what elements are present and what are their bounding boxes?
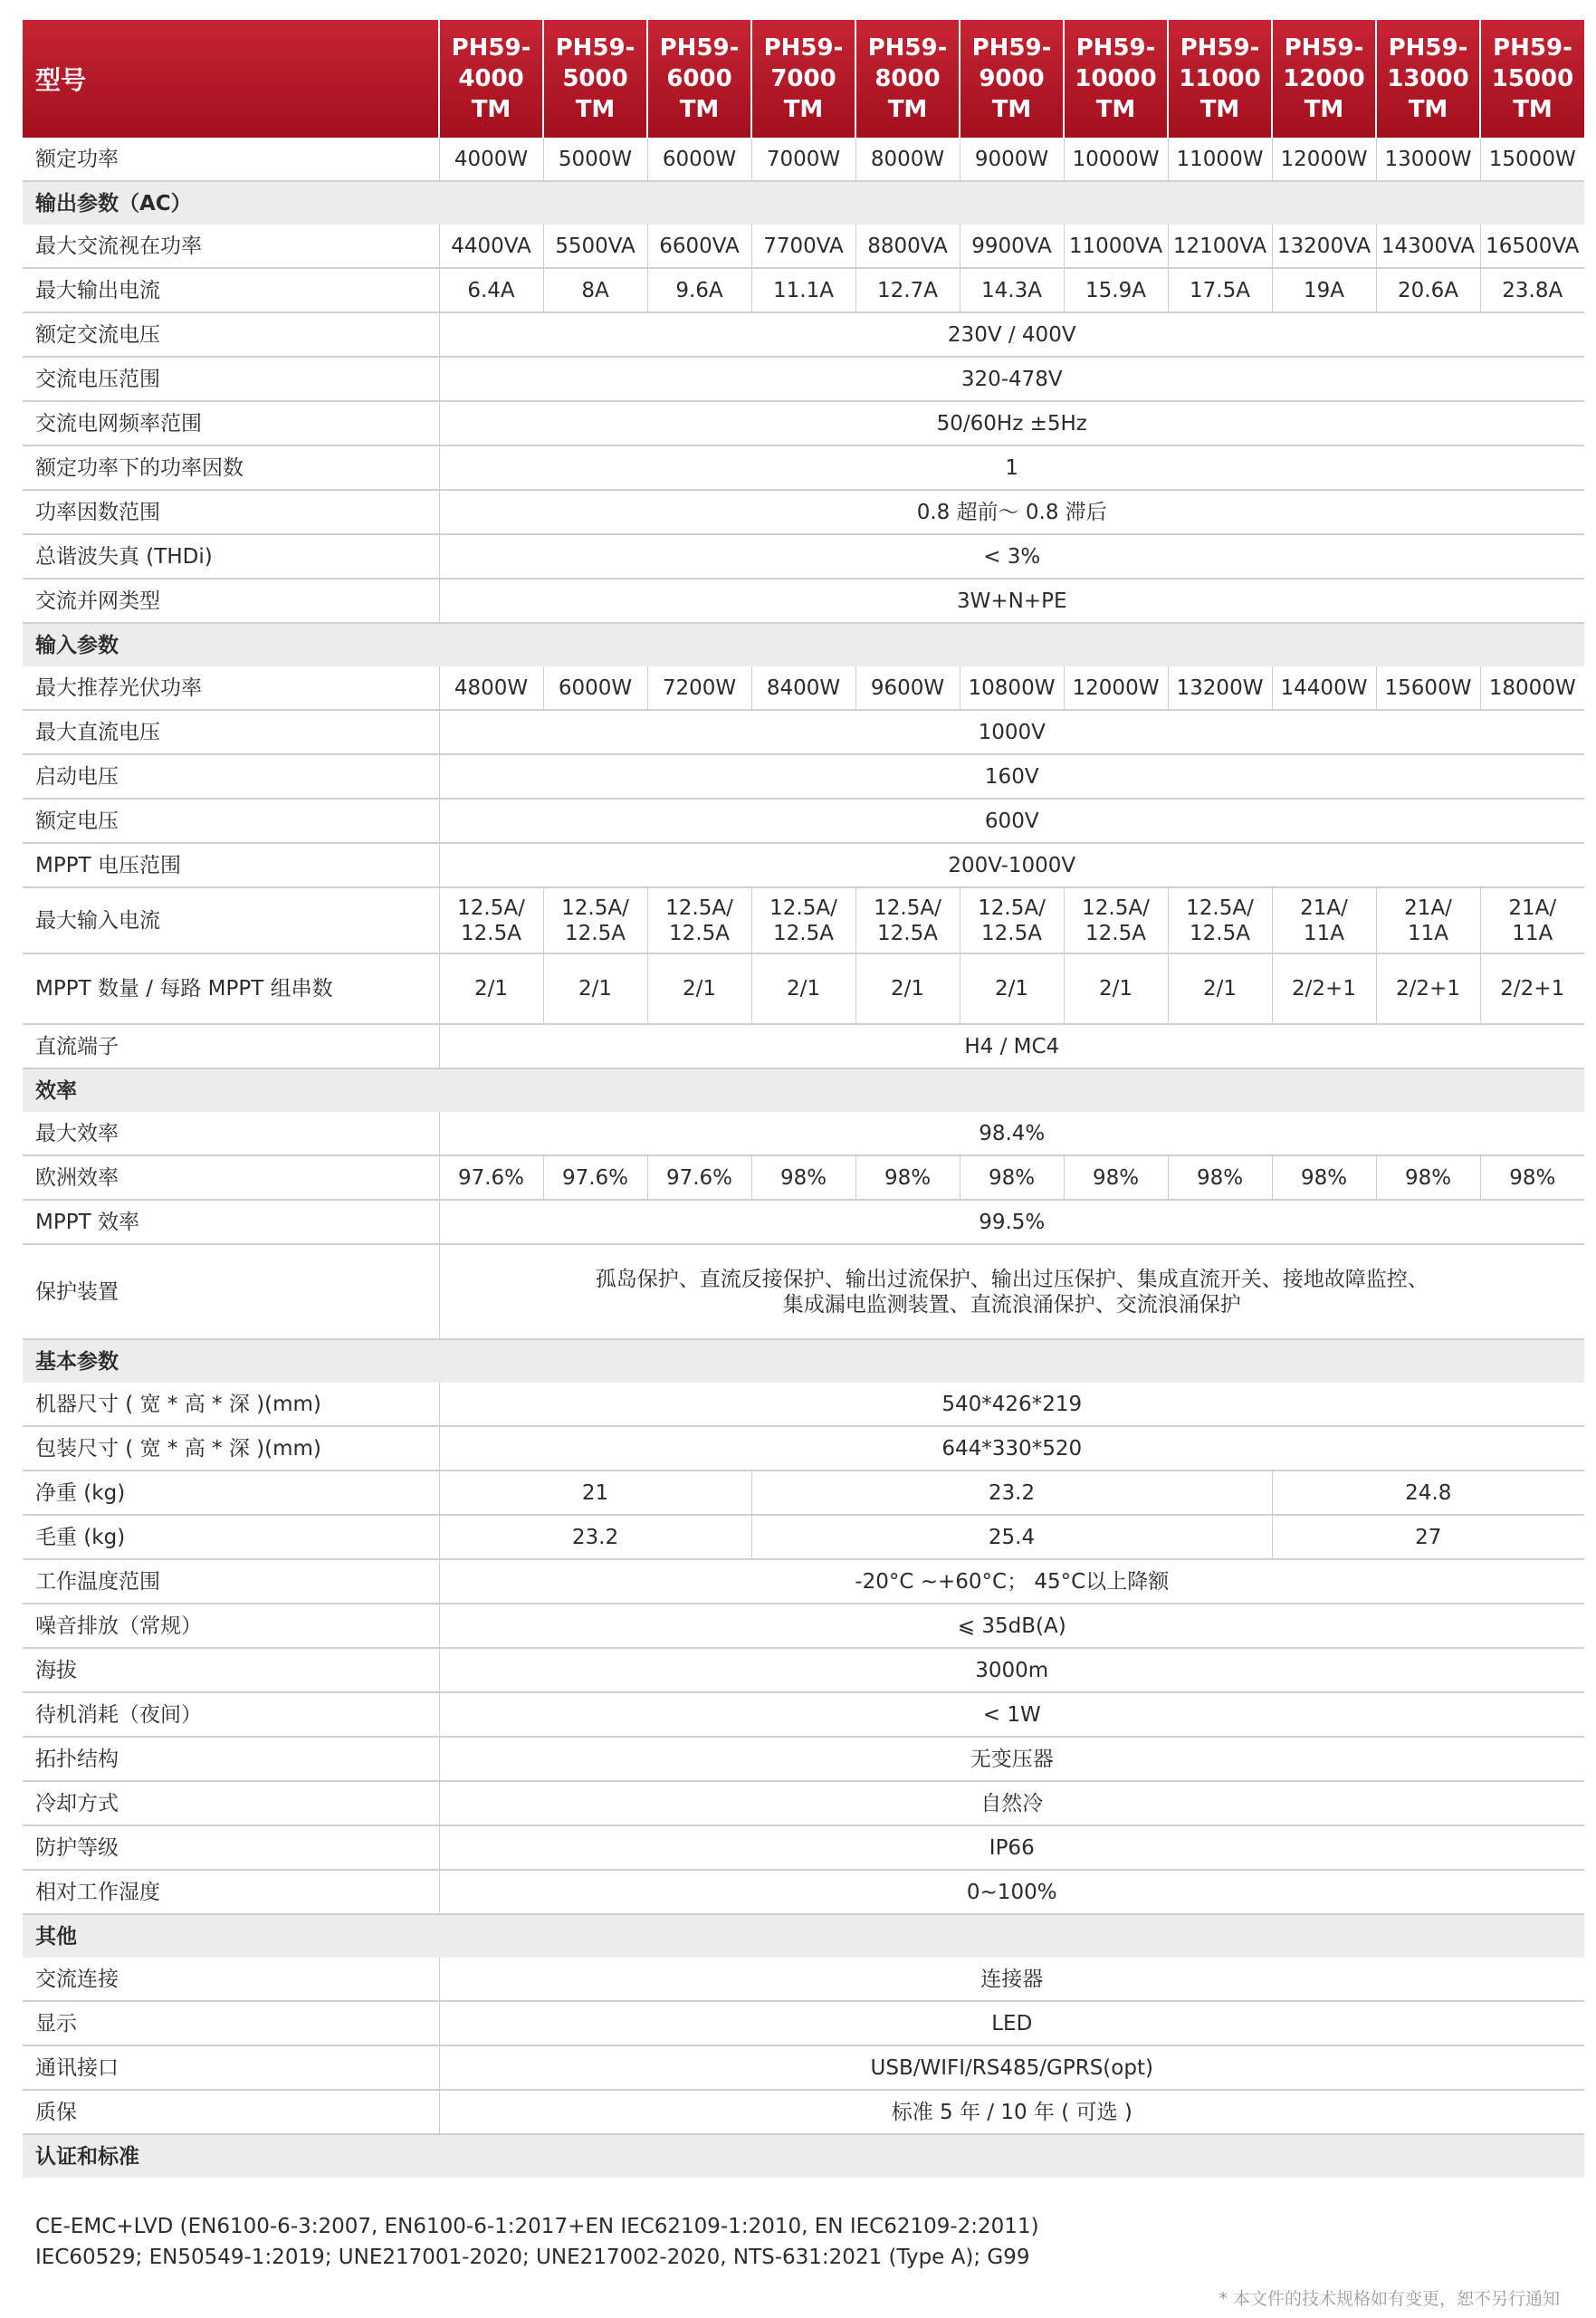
- model-name-part: TM: [887, 96, 928, 123]
- spec-label: MPPT 效率: [23, 1200, 439, 1244]
- spec-label: 功率因数范围: [23, 490, 439, 534]
- spec-value: 230V / 400V: [439, 312, 1584, 357]
- spec-row: [23, 666, 1584, 710]
- model-name-part: 15000: [1491, 65, 1574, 92]
- model-name-part: TM: [1513, 96, 1553, 123]
- spec-value: 6600VA: [647, 225, 751, 268]
- spec-label: MPPT 数量 / 每路 MPPT 组串数: [23, 953, 439, 1024]
- spec-row: [23, 1781, 1584, 1825]
- spec-row: [23, 799, 1584, 843]
- spec-label: 交流电网频率范围: [23, 401, 439, 445]
- model-name-part: PH59-: [1284, 34, 1364, 62]
- spec-label: 最大直流电压: [23, 710, 439, 754]
- section-header-row: [23, 1068, 1584, 1112]
- model-header: [855, 20, 960, 138]
- spec-label: 通讯接口: [23, 2045, 439, 2090]
- spec-value: ⩽ 35dB(A): [439, 1604, 1584, 1648]
- spec-row: [23, 1470, 1584, 1515]
- spec-value: 9600W: [855, 666, 960, 710]
- model-name-part: 9000: [979, 65, 1045, 92]
- spec-value: 27: [1272, 1515, 1584, 1559]
- spec-value: USB/WIFI/RS485/GPRS(opt): [439, 2045, 1584, 2090]
- spec-value: 12.5A/ 12.5A: [855, 887, 960, 953]
- spec-value: H4 / MC4: [439, 1024, 1584, 1068]
- model-header: [543, 20, 647, 138]
- spec-row: [23, 1870, 1584, 1914]
- model-name-part: 8000: [874, 65, 941, 92]
- spec-row: [23, 268, 1584, 312]
- spec-row: [23, 1958, 1584, 2001]
- spec-row: [23, 579, 1584, 623]
- model-name-part: TM: [1408, 96, 1448, 123]
- model-name-part: PH59-: [1180, 34, 1260, 62]
- model-header: [751, 20, 855, 138]
- spec-row: [23, 534, 1584, 579]
- spec-value: 540*426*219: [439, 1383, 1584, 1426]
- spec-row: [23, 1112, 1584, 1155]
- spec-value: 12.5A/ 12.5A: [1168, 887, 1272, 953]
- spec-label: 海拔: [23, 1648, 439, 1692]
- spec-value: 8400W: [751, 666, 855, 710]
- footnote: * 本文件的技术规格如有变更，恕不另行通知: [1219, 2289, 1560, 2309]
- spec-label: 额定电压: [23, 799, 439, 843]
- spec-label: 最大效率: [23, 1112, 439, 1155]
- spec-value: 23.2: [751, 1470, 1272, 1515]
- spec-row: [23, 1155, 1584, 1200]
- spec-value: 2/2+1: [1272, 953, 1376, 1024]
- spec-label: 保护装置: [23, 1244, 439, 1339]
- spec-value: 9000W: [960, 138, 1064, 181]
- spec-value: 0.8 超前～ 0.8 滞后: [439, 490, 1584, 534]
- section-header-row: [23, 1339, 1584, 1383]
- spec-value: 98.4%: [439, 1112, 1584, 1155]
- section-title: 输出参数（AC）: [23, 181, 1584, 225]
- spec-value: 10800W: [960, 666, 1064, 710]
- spec-row: [23, 887, 1584, 953]
- spec-label: 机器尺寸 ( 宽 * 高 * 深 )(mm): [23, 1383, 439, 1426]
- model-name-part: PH59-: [1075, 34, 1156, 62]
- table-body: [23, 138, 1584, 2178]
- model-name-part: PH59-: [659, 34, 740, 62]
- spec-value: 2/2+1: [1480, 953, 1584, 1024]
- spec-value: 11.1A: [751, 268, 855, 312]
- spec-label: 交流电压范围: [23, 357, 439, 401]
- spec-value: 600V: [439, 799, 1584, 843]
- spec-value: 8A: [543, 268, 647, 312]
- spec-value: 6000W: [647, 138, 751, 181]
- spec-value: 21A/ 11A: [1272, 887, 1376, 953]
- spec-value: 98%: [1064, 1155, 1168, 1200]
- spec-label: 包装尺寸 ( 宽 * 高 * 深 )(mm): [23, 1426, 439, 1470]
- spec-label: 交流并网类型: [23, 579, 439, 623]
- section-title: 认证和标准: [23, 2134, 1584, 2178]
- spec-value: 2/1: [1168, 953, 1272, 1024]
- spec-value: 200V-1000V: [439, 843, 1584, 887]
- spec-label: 直流端子: [23, 1024, 439, 1068]
- spec-label: 待机消耗（夜间）: [23, 1692, 439, 1737]
- spec-value: 2/1: [960, 953, 1064, 1024]
- spec-row: [23, 1604, 1584, 1648]
- spec-label: 显示: [23, 2001, 439, 2045]
- spec-value: 4400VA: [439, 225, 543, 268]
- spec-value: 13200W: [1168, 666, 1272, 710]
- spec-value: 12.5A/ 12.5A: [647, 887, 751, 953]
- model-name-part: PH59-: [451, 34, 531, 62]
- spec-row: [23, 1515, 1584, 1559]
- spec-row: [23, 754, 1584, 799]
- spec-value: 孤岛保护、直流反接保护、输出过流保护、输出过压保护、集成直流开关、接地故障监控、 集成漏电监测装置、直流浪涌保护、交流浪涌保护: [439, 1244, 1584, 1339]
- spec-value: 12.5A/ 12.5A: [751, 887, 855, 953]
- spec-value: 98%: [855, 1155, 960, 1200]
- spec-value: 21: [439, 1470, 751, 1515]
- spec-value: 7200W: [647, 666, 751, 710]
- spec-value: 98%: [1168, 1155, 1272, 1200]
- model-name-part: TM: [575, 96, 616, 123]
- spec-value: 连接器: [439, 1958, 1584, 2001]
- spec-value: 12.5A/ 12.5A: [1064, 887, 1168, 953]
- spec-value: 2/1: [855, 953, 960, 1024]
- spec-value: 18000W: [1480, 666, 1584, 710]
- spec-label: 总谐波失真 (THDi): [23, 534, 439, 579]
- model-name-part: TM: [471, 96, 511, 123]
- section-title: 其他: [23, 1914, 1584, 1958]
- spec-value: 13000W: [1376, 138, 1480, 181]
- spec-row: [23, 490, 1584, 534]
- model-name-part: PH59-: [971, 34, 1052, 62]
- spec-label: 防护等级: [23, 1825, 439, 1870]
- spec-row: [23, 1692, 1584, 1737]
- spec-row: [23, 1648, 1584, 1692]
- spec-value: 2/1: [1064, 953, 1168, 1024]
- model-name-part: 7000: [770, 65, 836, 92]
- spec-value: 19A: [1272, 268, 1376, 312]
- spec-value: 2/1: [439, 953, 543, 1024]
- model-header: [1376, 20, 1480, 138]
- spec-row: [23, 1426, 1584, 1470]
- spec-row: [23, 843, 1584, 887]
- spec-label: MPPT 电压范围: [23, 843, 439, 887]
- spec-value: 1000V: [439, 710, 1584, 754]
- model-name-part: 10000: [1075, 65, 1157, 92]
- spec-value: 2/1: [543, 953, 647, 1024]
- spec-row: [23, 2001, 1584, 2045]
- spec-value: 标准 5 年 / 10 年 ( 可选 ): [439, 2090, 1584, 2134]
- model-name-part: PH59-: [1388, 34, 1468, 62]
- spec-value: 20.6A: [1376, 268, 1480, 312]
- spec-value: 17.5A: [1168, 268, 1272, 312]
- spec-sheet: [23, 20, 1580, 2178]
- spec-value: 14.3A: [960, 268, 1064, 312]
- spec-value: 9900VA: [960, 225, 1064, 268]
- spec-value: 5500VA: [543, 225, 647, 268]
- spec-value: 无变压器: [439, 1737, 1584, 1781]
- spec-value: < 3%: [439, 534, 1584, 579]
- spec-value: 11000VA: [1064, 225, 1168, 268]
- model-header: [647, 20, 751, 138]
- spec-label: 相对工作湿度: [23, 1870, 439, 1914]
- spec-label: 额定功率下的功率因数: [23, 445, 439, 490]
- spec-value: 8000W: [855, 138, 960, 181]
- spec-value: 21A/ 11A: [1480, 887, 1584, 953]
- spec-label: 欧洲效率: [23, 1155, 439, 1200]
- spec-value: 2/1: [751, 953, 855, 1024]
- spec-value: 23.8A: [1480, 268, 1584, 312]
- spec-label: 工作温度范围: [23, 1559, 439, 1604]
- spec-row: [23, 312, 1584, 357]
- spec-value: 12.5A/ 12.5A: [439, 887, 543, 953]
- spec-value: 98%: [1272, 1155, 1376, 1200]
- section-header-row: [23, 1914, 1584, 1958]
- model-name-part: 5000: [562, 65, 628, 92]
- section-title: 输入参数: [23, 623, 1584, 666]
- model-name-part: TM: [783, 96, 824, 123]
- spec-value: 23.2: [439, 1515, 751, 1559]
- spec-value: 99.5%: [439, 1200, 1584, 1244]
- certification-text: [35, 2211, 1556, 2273]
- spec-value: 7700VA: [751, 225, 855, 268]
- spec-value: -20°C ~+60°C； 45°C以上降额: [439, 1559, 1584, 1604]
- spec-label: 额定交流电压: [23, 312, 439, 357]
- spec-row: [23, 225, 1584, 268]
- spec-value: 98%: [960, 1155, 1064, 1200]
- model-name-part: TM: [1095, 96, 1136, 123]
- spec-value: 12000W: [1064, 666, 1168, 710]
- spec-value: 6.4A: [439, 268, 543, 312]
- spec-row: [23, 953, 1584, 1024]
- model-header: [1168, 20, 1272, 138]
- spec-label: 启动电压: [23, 754, 439, 799]
- spec-value: 15.9A: [1064, 268, 1168, 312]
- model-name-part: 11000: [1179, 65, 1261, 92]
- spec-value: 9.6A: [647, 268, 751, 312]
- model-name-part: PH59-: [555, 34, 636, 62]
- spec-row: [23, 1244, 1584, 1339]
- spec-value: 16500VA: [1480, 225, 1584, 268]
- spec-value: 98%: [1376, 1155, 1480, 1200]
- spec-row: [23, 2090, 1584, 2134]
- header-row: [23, 20, 1584, 138]
- certification-line: CE-EMC+LVD (EN6100-6-3:2007, EN6100-6-1:2017+EN IEC62109-1:2010, EN IEC62109-2:2011): [35, 2215, 1039, 2238]
- spec-value: IP66: [439, 1825, 1584, 1870]
- spec-row: [23, 1559, 1584, 1604]
- section-header-row: [23, 2134, 1584, 2178]
- model-header: [1272, 20, 1376, 138]
- spec-label: 最大输入电流: [23, 887, 439, 953]
- spec-value: 21A/ 11A: [1376, 887, 1480, 953]
- spec-value: 4000W: [439, 138, 543, 181]
- model-header-label: 型号: [23, 20, 439, 138]
- model-header: [1480, 20, 1584, 138]
- section-title: 基本参数: [23, 1339, 1584, 1383]
- model-name-part: PH59-: [1493, 34, 1572, 62]
- spec-value: 160V: [439, 754, 1584, 799]
- spec-value: 13200VA: [1272, 225, 1376, 268]
- spec-value: 8800VA: [855, 225, 960, 268]
- spec-value: 25.4: [751, 1515, 1272, 1559]
- section-header-row: [23, 181, 1584, 225]
- spec-value: 2/1: [647, 953, 751, 1024]
- model-name-part: TM: [679, 96, 720, 123]
- spec-label: 最大推荐光伏功率: [23, 666, 439, 710]
- spec-value: LED: [439, 2001, 1584, 2045]
- spec-label: 最大交流视在功率: [23, 225, 439, 268]
- spec-label: 冷却方式: [23, 1781, 439, 1825]
- spec-value: 3W+N+PE: [439, 579, 1584, 623]
- spec-value: 12.5A/ 12.5A: [960, 887, 1064, 953]
- spec-table: [23, 20, 1584, 2178]
- model-name-part: TM: [991, 96, 1032, 123]
- spec-label: 毛重 (kg): [23, 1515, 439, 1559]
- certification-line: IEC60529; EN50549-1:2019; UNE217001-2020; UNE217002-2020, NTS-631:2021 (Type A); G99: [35, 2246, 1030, 2269]
- spec-label: 交流连接: [23, 1958, 439, 2001]
- spec-value: 12000W: [1272, 138, 1376, 181]
- spec-row: [23, 1383, 1584, 1426]
- spec-value: 14300VA: [1376, 225, 1480, 268]
- spec-row: [23, 1825, 1584, 1870]
- spec-value: 6000W: [543, 666, 647, 710]
- spec-value: 1: [439, 445, 1584, 490]
- spec-label: 净重 (kg): [23, 1470, 439, 1515]
- spec-value: 98%: [751, 1155, 855, 1200]
- spec-value: 15000W: [1480, 138, 1584, 181]
- spec-label: 噪音排放（常规）: [23, 1604, 439, 1648]
- spec-value: 97.6%: [647, 1155, 751, 1200]
- spec-value: 12.7A: [855, 268, 960, 312]
- spec-row: [23, 1024, 1584, 1068]
- spec-value: 12.5A/ 12.5A: [543, 887, 647, 953]
- spec-value: 0~100%: [439, 1870, 1584, 1914]
- spec-value: 12100VA: [1168, 225, 1272, 268]
- model-name-part: 4000: [458, 65, 524, 92]
- spec-label: 拓扑结构: [23, 1737, 439, 1781]
- model-name-part: TM: [1199, 96, 1240, 123]
- spec-value: 97.6%: [543, 1155, 647, 1200]
- spec-value: 97.6%: [439, 1155, 543, 1200]
- spec-value: 4800W: [439, 666, 543, 710]
- spec-value: 自然冷: [439, 1781, 1584, 1825]
- model-name-part: 6000: [666, 65, 732, 92]
- spec-value: 320-478V: [439, 357, 1584, 401]
- spec-value: 14400W: [1272, 666, 1376, 710]
- model-header: [960, 20, 1064, 138]
- section-header-row: [23, 623, 1584, 666]
- model-name-part: PH59-: [867, 34, 948, 62]
- model-header: [439, 20, 543, 138]
- spec-row: [23, 445, 1584, 490]
- spec-row: [23, 1200, 1584, 1244]
- spec-label: 额定功率: [23, 138, 439, 181]
- spec-label: 最大输出电流: [23, 268, 439, 312]
- spec-row: [23, 1737, 1584, 1781]
- spec-value: < 1W: [439, 1692, 1584, 1737]
- spec-label: 质保: [23, 2090, 439, 2134]
- spec-value: 644*330*520: [439, 1426, 1584, 1470]
- spec-row: [23, 2045, 1584, 2090]
- model-name-part: PH59-: [763, 34, 844, 62]
- spec-value: 5000W: [543, 138, 647, 181]
- spec-value: 2/2+1: [1376, 953, 1480, 1024]
- spec-row: [23, 138, 1584, 181]
- spec-value: 50/60Hz ±5Hz: [439, 401, 1584, 445]
- spec-value: 7000W: [751, 138, 855, 181]
- spec-row: [23, 710, 1584, 754]
- section-title: 效率: [23, 1068, 1584, 1112]
- spec-value: 3000m: [439, 1648, 1584, 1692]
- spec-value: 98%: [1480, 1155, 1584, 1200]
- spec-value: 24.8: [1272, 1470, 1584, 1515]
- model-name-part: TM: [1304, 96, 1344, 123]
- spec-row: [23, 357, 1584, 401]
- spec-value: 11000W: [1168, 138, 1272, 181]
- spec-value: 15600W: [1376, 666, 1480, 710]
- spec-row: [23, 401, 1584, 445]
- model-header: [1064, 20, 1168, 138]
- model-name-part: 12000: [1283, 65, 1365, 92]
- model-name-part: 13000: [1387, 65, 1469, 92]
- spec-value: 10000W: [1064, 138, 1168, 181]
- table-header: [23, 20, 1584, 138]
